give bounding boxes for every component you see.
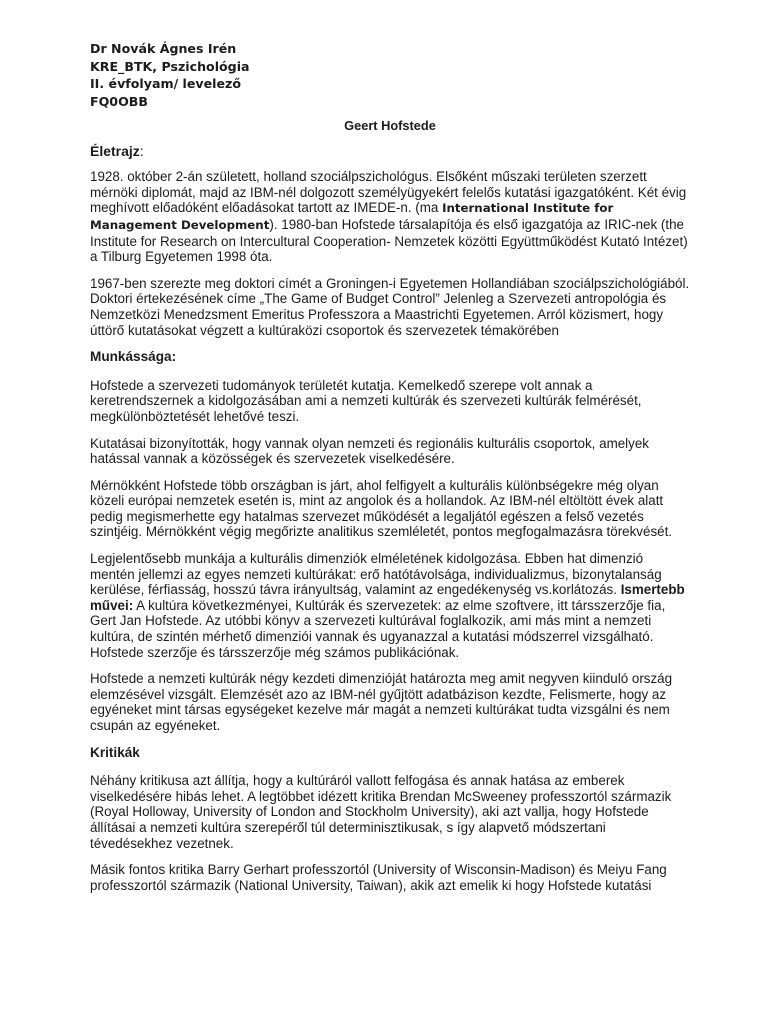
- munkassag-p4-part-b: A kultúra következményei, Kultúrák és szervezetek: az elme szoftvere, itt társszerzője fia, Gert Jan Hofstede. Az utóbbi könyv a szervezeti kultúrával foglalkozik, ami más mint a nemzeti kultúra, de szintén mérhető dimenziói vannak és ugyanazzal a kutatási módszerrel vizsgálható. Hofstede szerzője és társszerzője még számos publikációnak.: [90, 597, 666, 660]
- eletrajz-p1-part-a: 1928. október 2-án született, holland szociálpszichológus. Elsőként műszaki területen szerzett mérnöki diplomát, majd az IBM-nél dolgozott személyügyekért felelős kutatási igazgatóként. Két évig meghívott előadóként előadásokat tartott az IMEDE-n. (ma: [90, 169, 687, 216]
- munkassag-paragraph-2: Kutatásai bizonyították, hogy vannak olyan nemzeti és regionális kulturális csoportok, amelyek hatással vannak a közösségek és szervezetek viselkedésére.: [90, 435, 649, 467]
- kritikak-paragraph-2: Másik fontos kritika Barry Gerhart professzortól (University of Wisconsin-Madison) és Meiyu Fang professzortól származik (National University, Taiwan), akik azt emelik ki hogy Hofstede kutatási: [90, 862, 667, 893]
- eletrajz-p1-institution: International Institute for Management Development: [90, 201, 614, 232]
- munkassag-p4-part-a: Legjelentősebb munkája a kulturális dimenziók elméletének kidolgozása. Ebben hat dimenzió mentén jellemzi az egyes nemzeti kultúrákat: erő hatótávolsága, individualizmus, bizonytalanság kerülése, férfiasság, hosszú távra irányultság, valamint az engedékenység vs.korlátozás.: [90, 551, 662, 598]
- document-title: Geert Hofstede: [344, 118, 436, 133]
- eletrajz-paragraph-1: [90, 169, 690, 265]
- author-code: FQ0OBB: [90, 93, 148, 109]
- kritikak-paragraph-1: Néhány kritikusa azt állítja, hogy a kultúráról vallott felfogása és annak hatása az emberek viselkedésére hibás lehet. A legtöbbet idézett kritika Brendan McSweeney professzortól származik (Royal Holloway, University of London and Stockholm University), aki azt vallja, hogy Hofstede állításai a nemzeti kultúra szerepéről túl determinisztikusak, s így alapvető módszertani tévedésekhez vezetnek.: [90, 773, 672, 851]
- author-header: [90, 40, 690, 110]
- eletrajz-heading-colon: :: [139, 142, 144, 159]
- munkassag-paragraph-3: Mérnökként Hofstede több országban is járt, ahol felfigyelt a kulturális különbségekre még olyan közeli európai nemzetek esetén is, mint az angolok és a hollandok. Az IBM-nél eltöltött évek alatt pedig megismerhette egy hatalmas szervezet működését a legaljától egészen a felső vezetés szintjéig. Mérnökként végig megőrizte analitikus szemléletét, pontos megfogalmazásra törekvését.: [90, 477, 673, 540]
- eletrajz-p1-part-b: ). 1980-ban Hofstede társalapítója és első igazgatója az IRIC-nek (the Institute for Research on Intercultural Cooperation- Nemzetek közötti Együttműködést Kutató Intézet) a Tilburg Egyetemen 1998 óta.: [90, 216, 688, 265]
- section-heading-eletrajz: [90, 144, 690, 160]
- eletrajz-paragraph-2: 1967-ben szerezte meg doktori címét a Groningen-i Egyetemen Hollandiában szociálpszichológiából. Doktori értekezésének címe „The Game of Budget Control” Jelenleg a Szervezeti antropológia és Nemzetközi Menedzsment Emeritus Professzora a Maastrichti Egyetemen. Arról közismert, hogy úttörő kutatásokat végzett a kultúraközi csoportok és szervezetek témakörében: [90, 275, 690, 338]
- eletrajz-heading-text: Életrajz: [90, 142, 140, 159]
- author-institution: KRE_BTK, Pszichológia: [90, 58, 250, 74]
- section-heading-munkassag: Munkássága:: [90, 349, 177, 365]
- munkassag-paragraph-1: Hofstede a szervezeti tudományok területét kutatja. Kemelkedő szerepe volt annak a keretrendszernek a kidolgozásában ami a nemzeti kultúrák és szervezeti kultúrák felmérését, megkülönböztetését lehetővé teszi.: [90, 377, 642, 424]
- author-year: II. évfolyam/ levelező: [90, 76, 242, 91]
- munkassag-p4-bold: Ismertebb művei:: [90, 582, 685, 613]
- munkassag-paragraph-5: Hofstede a nemzeti kultúrák négy kezdeti dimenzióját határozta meg amit negyven kiinduló ország elemzésével vizsgált. Elemzését azo az IBM-nél gyűjtött adatbázison kezdte, Felismerte, hogy az egyéneket mint társas egységeket kezelve már magát a nemzeti kultúrákat tudta vizsgálni és nem csupán az egyéneket.: [90, 671, 673, 733]
- section-heading-kritikak: Kritikák: [90, 744, 140, 760]
- munkassag-paragraph-4: [90, 551, 690, 660]
- author-name: Dr Novák Ágnes Irén: [90, 41, 237, 56]
